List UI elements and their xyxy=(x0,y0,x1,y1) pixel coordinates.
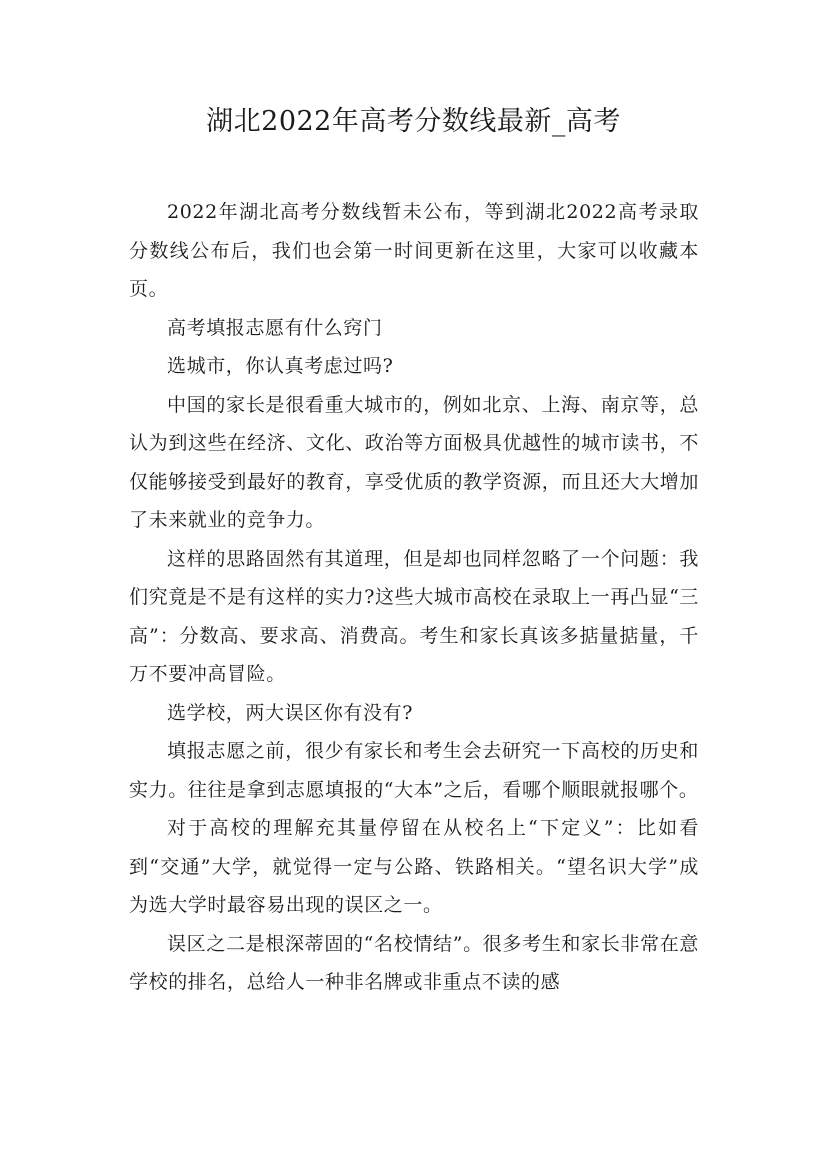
paragraph-school-ranking: 误区之二是根深蒂固的“名校情结”。很多考生和家长非常在意学校的排名，总给人一种非名牌或非重点不读的感 xyxy=(129,932,699,993)
paragraph-school-research: 填报志愿之前，很少有家长和考生会去研究一下高校的历史和实力。往往是拿到志愿填报的“大本”之后，看哪个顺眼就报哪个。 xyxy=(129,740,699,801)
document-title: 湖北2022年高考分数线最新_高考 xyxy=(206,106,621,137)
paragraph-heading-tips: 高考填报志愿有什么窍门 xyxy=(167,316,383,339)
document-body xyxy=(129,193,699,1002)
paragraph-city-reasoning: 这样的思路固然有其道理，但是却也同样忽略了一个问题：我们究竟是不是有这样的实力?这些大城市高校在录取上一再凸显“三高”：分数高、要求高、消费高。考生和家长真该多掂量掂量，千万不要冲高冒险。 xyxy=(129,547,699,685)
paragraph-heading-school: 选学校，两大误区你有没有? xyxy=(167,701,413,724)
paragraph-intro: 2022年湖北高考分数线暂未公布，等到湖北2022高考录取分数线公布后，我们也会第一时间更新在这里，大家可以收藏本页。 xyxy=(129,201,699,300)
paragraph-school-name: 对于高校的理解充其量停留在从校名上“下定义”：比如看到“交通”大学，就觉得一定与公路、铁路相关。“望名识大学”成为选大学时最容易出现的误区之一。 xyxy=(129,817,699,916)
paragraph-heading-city: 选城市，你认真考虑过吗? xyxy=(167,355,394,377)
paragraph-city-parents: 中国的家长是很看重大城市的，例如北京、上海、南京等，总认为到这些在经济、文化、政治等方面极具优越性的城市读书，不仅能够接受到最好的教育，享受优质的教学资源，而且还大大增加了未来就业的竞争力。 xyxy=(129,393,699,531)
